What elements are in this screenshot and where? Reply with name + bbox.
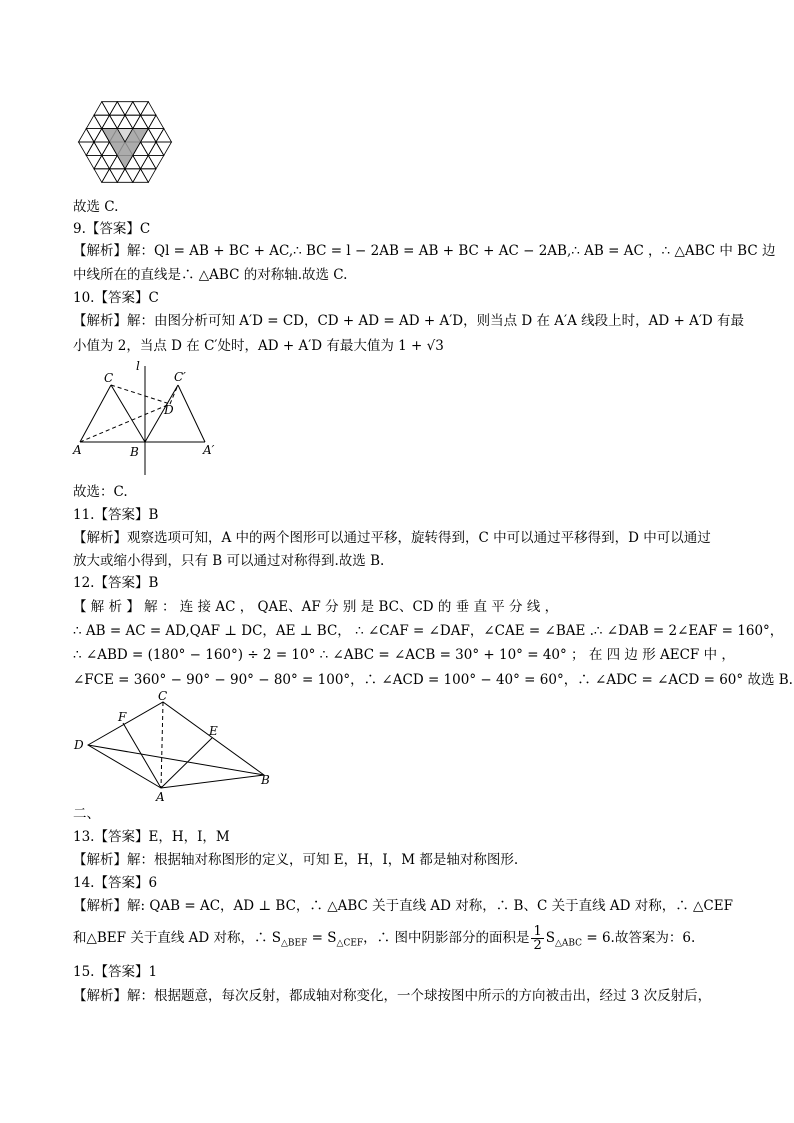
grid-triangle: [125, 115, 141, 128]
grid-triangle: [141, 169, 157, 183]
grid-triangle: [94, 115, 110, 128]
grid-triangle: [141, 115, 157, 128]
analysis-11-line-2: 放大或缩小得到，只有 B 可以通过对称得到.故选 B.: [73, 553, 385, 569]
grid-triangle: [141, 102, 157, 116]
answer-14: 14.【答案】6: [73, 875, 158, 891]
conclusion-10: 故选：C.: [73, 484, 128, 500]
label-F: F: [118, 710, 127, 724]
grid-triangle: [79, 129, 95, 142]
grid-triangle: [125, 169, 141, 183]
label-B: B: [130, 445, 139, 459]
grid-triangle: [86, 155, 102, 168]
analysis-10-line-2: 小值为 2，当点 D 在 C′处时，AD + A′D 有最大值为 1 + √3: [73, 338, 444, 354]
grid-triangle: [110, 102, 126, 116]
analysis-12-line-3: ∴ ∠ABD = (180° − 160°) ÷ 2 = 10° ∴ ∠ABC = ∠ACB = 30° + 10° = 40° ； 在 四 边 形 AECF 中 ，: [73, 647, 735, 663]
analysis-13: 【解析】解：根据轴对称图形的定义，可知 E，H，I，M 都是轴对称图形.: [73, 852, 519, 868]
label-C: C: [104, 371, 114, 385]
figure-q10: [70, 360, 230, 478]
figure-q12: [70, 690, 280, 805]
grid-triangle: [94, 142, 110, 155]
grid-triangle: [133, 169, 149, 183]
analysis-14-line-2: 和△BEF 关于直线 AD 对称，∴ $S_{\triangle BEF} = S_{\triangle CEF}$，∴ 图中阴影部分的面积是 $\frac{1}{2}$ $S_{\triangle ABC} = 6$.故答案为：6.: [73, 924, 696, 953]
grid-triangle: [148, 129, 164, 142]
label-E: E: [209, 724, 218, 738]
grid-triangle: [94, 102, 110, 116]
fraction-one-half: $\frac{1}{2}$: [533, 924, 542, 953]
grid-triangle: [117, 169, 133, 183]
label-l: l: [136, 359, 140, 373]
grid-triangle: [110, 169, 126, 183]
analysis-14-line-1: 【解析】解: QAB = AC，AD ⊥ BC，∴ △ABC 关于直线 AD 对称，∴ B、C 关于直线 AD 对称，∴ △CEF: [73, 898, 733, 914]
analysis-12-line-2: ∴ AB = AC = AD,QAF ⊥ DC，AE ⊥ BC， ∴ ∠CAF = ∠DAF，∠CAE = ∠BAE .∴ ∠DAB = 2∠EAF = 160°，: [73, 623, 784, 639]
grid-triangle: [156, 129, 172, 142]
grid-triangle: [117, 102, 133, 116]
analysis-12-line-4: ∠FCE = 360° − 90° − 90° − 80° = 100°，∴ ∠ACD = 100° − 40° = 60°，∴ ∠ADC = ∠ACD = 60° 故选 B.: [73, 672, 793, 688]
grid-triangle: [86, 115, 102, 128]
grid-triangle: [94, 169, 110, 183]
answer-12: 12.【答案】B: [73, 575, 159, 591]
analysis-9-line-2: 中线所在的直线是∴ △ABC 的对称轴.故选 C.: [73, 267, 348, 283]
grid-triangle: [133, 102, 149, 116]
answer-10: 10.【答案】C: [73, 290, 159, 306]
label-B: B: [261, 773, 270, 787]
section-two-heading: 二、: [73, 806, 100, 822]
grid-triangle: [110, 115, 126, 128]
grid-triangle: [94, 155, 110, 168]
grid-triangle: [141, 155, 157, 168]
answer-11: 11.【答案】B: [73, 507, 159, 523]
grid-triangle: [141, 142, 157, 155]
grid-triangle: [148, 155, 164, 168]
label-A: A: [156, 790, 165, 804]
label-C-prime: C′: [174, 370, 186, 384]
answer-9: 9.【答案】C: [73, 221, 151, 237]
analysis-15-line-1: 【解析】解：根据题意，每次反射，都成轴对称变化，一个球按图中所示的方向被击出，经过 3 次反射后，: [73, 988, 712, 1004]
grid-triangle: [125, 102, 141, 116]
grid-triangle: [156, 142, 172, 155]
grid-triangle: [148, 115, 164, 128]
grid-triangle: [133, 155, 149, 168]
label-D: D: [164, 403, 174, 417]
answer-13: 13.【答案】E，H，I，M: [73, 829, 230, 845]
grid-triangle: [148, 142, 164, 155]
label-D: D: [74, 738, 84, 752]
grid-triangle: [86, 129, 102, 142]
conclusion-8: 故选 C.: [73, 199, 119, 215]
grid-triangle: [102, 115, 118, 128]
grid-triangle: [102, 102, 118, 116]
grid-triangle: [79, 142, 95, 155]
analysis-9-line-1: 【解析】解：Ql = AB + BC + AC,∴ BC = l − 2AB = AB + BC + AC − 2AB,∴ AB = AC ，∴ △ABC 中 BC 边: [73, 243, 776, 259]
label-C: C: [158, 689, 168, 703]
grid-triangle: [133, 115, 149, 128]
label-A-prime: A′: [203, 443, 215, 457]
analysis-11-line-1: 【解析】观察选项可知，A 中的两个图形可以通过平移，旋转得到，C 中可以通过平移得到，D 中可以通过: [73, 530, 711, 546]
grid-triangle: [102, 155, 118, 168]
analysis-10-line-1: 【解析】解：由图分析可知 A′D = CD，CD + AD = AD + A′D，则当点 D 在 A′A 线段上时，AD + A′D 有最: [73, 313, 745, 329]
grid-triangle: [102, 169, 118, 183]
analysis-12-line-1: 【 解 析 】 解 ： 连 接 AC ， QAE、AF 分 别 是 BC、CD 的 垂 直 平 分 线 ，: [73, 599, 559, 615]
label-A: A: [73, 443, 82, 457]
grid-triangle: [117, 115, 133, 128]
grid-triangle: [86, 142, 102, 155]
answer-15: 15.【答案】1: [73, 964, 158, 980]
hexagon-grid-figure: [70, 95, 180, 190]
